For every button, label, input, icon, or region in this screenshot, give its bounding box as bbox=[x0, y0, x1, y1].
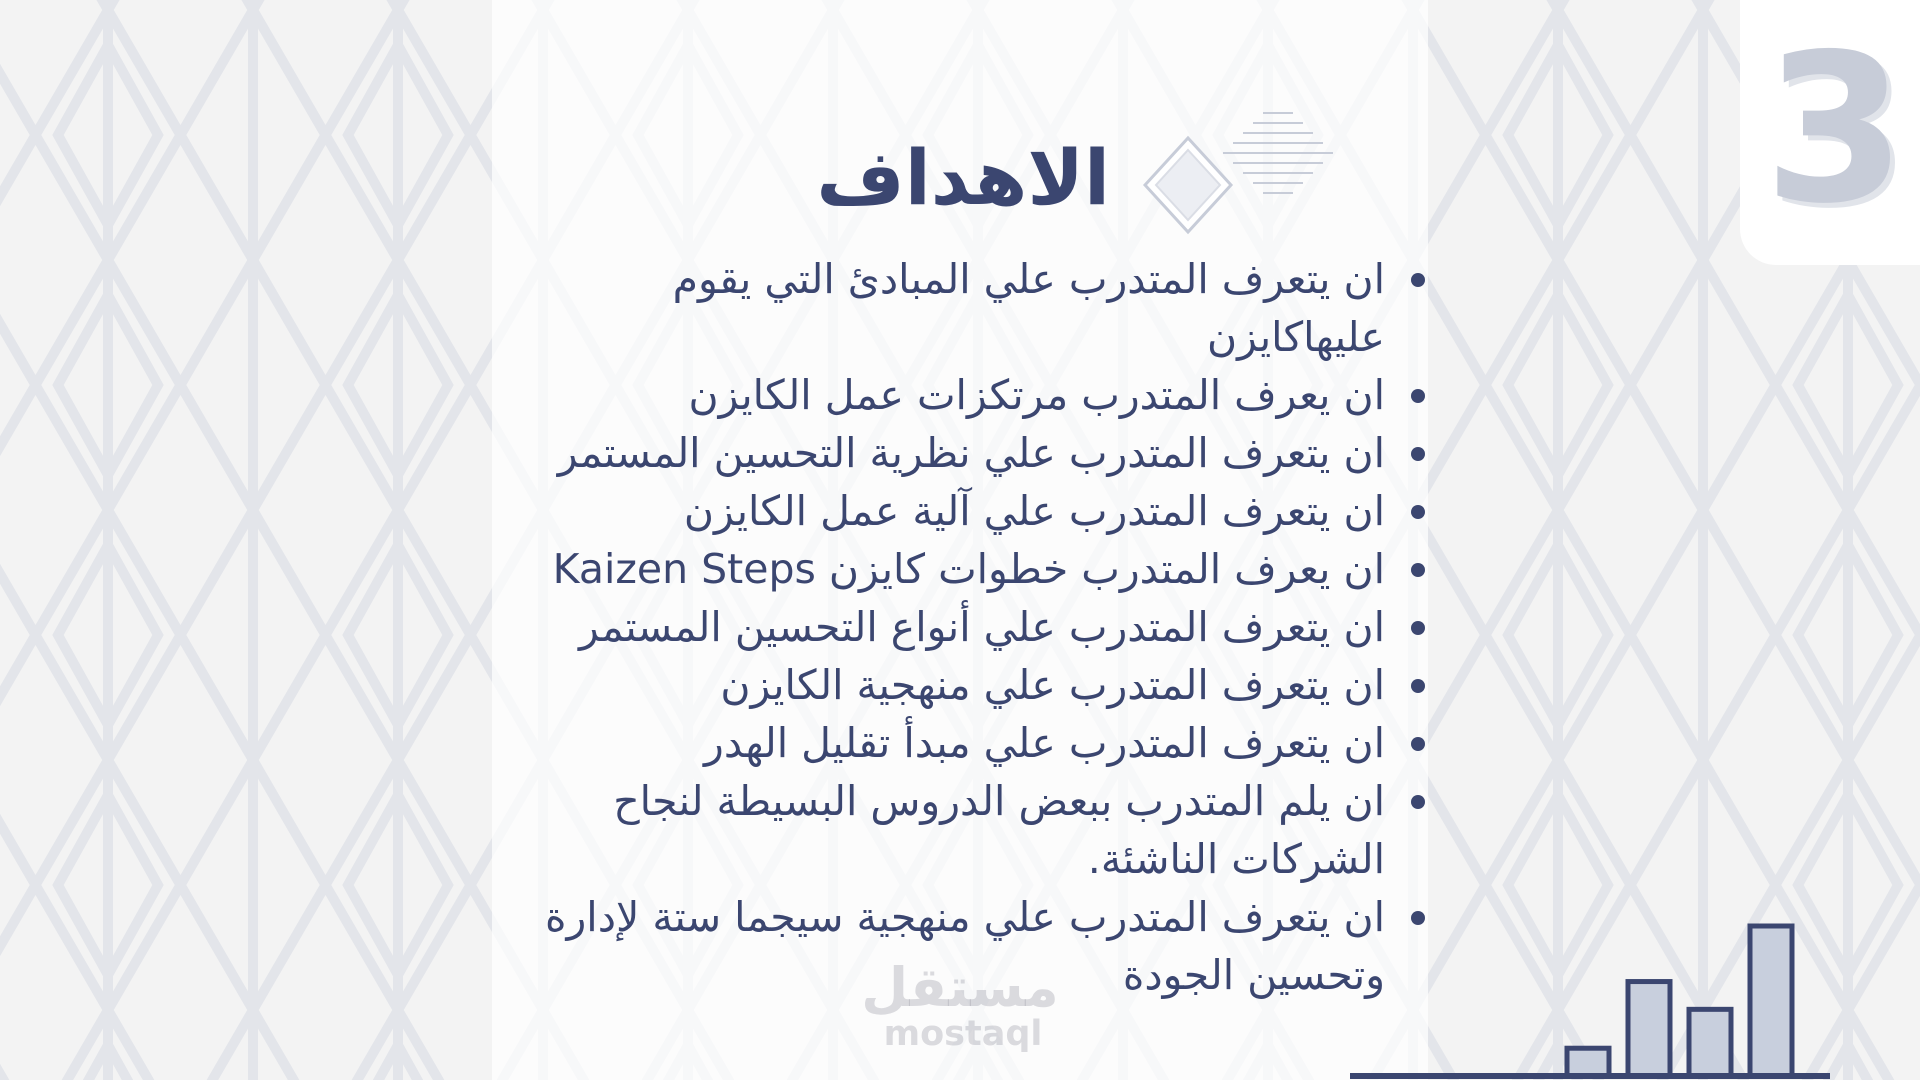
page-title: الاهداف bbox=[816, 133, 1110, 222]
objective-text: ان يتعرف المتدرب علي منهجية سيجما ستة لإدارة وتحسين الجودة bbox=[545, 893, 1385, 999]
bullet-icon bbox=[1411, 679, 1425, 693]
objective-item bbox=[505, 482, 1385, 540]
objective-text: ان يعرف المتدرب مرتكزات عمل الكايزن bbox=[688, 371, 1385, 419]
bullet-icon bbox=[1411, 273, 1425, 287]
objective-item bbox=[505, 656, 1385, 714]
bullet-icon bbox=[1411, 505, 1425, 519]
title-diamond-ornament-icon bbox=[1138, 105, 1353, 240]
objective-item bbox=[505, 250, 1385, 366]
objective-item bbox=[505, 540, 1385, 598]
decorative-bar-chart-icon bbox=[1340, 900, 1840, 1080]
watermark-latin: mostaql bbox=[883, 1014, 1043, 1054]
decor-bar bbox=[1689, 1009, 1731, 1076]
slide-number: 3 bbox=[1763, 11, 1907, 249]
bullet-icon bbox=[1411, 447, 1425, 461]
objective-item bbox=[505, 366, 1385, 424]
objective-item bbox=[505, 888, 1385, 1004]
bullet-icon bbox=[1411, 737, 1425, 751]
objective-text: ان يتعرف المتدرب علي منهجية الكايزن bbox=[720, 661, 1385, 709]
objective-text: ان يعرف المتدرب خطوات كايزن Kaizen Steps bbox=[552, 545, 1385, 593]
bullet-icon bbox=[1411, 563, 1425, 577]
objective-item bbox=[505, 772, 1385, 888]
decor-bar bbox=[1567, 1048, 1609, 1076]
bullet-icon bbox=[1411, 621, 1425, 635]
objective-text: ان يتعرف المتدرب علي مبدأ تقليل الهدر bbox=[704, 719, 1385, 767]
objective-text: ان يتعرف المتدرب علي أنواع التحسين المستمر bbox=[578, 603, 1385, 651]
objectives-list bbox=[505, 250, 1430, 1004]
watermark-arabic: مستقل bbox=[861, 956, 1059, 1019]
objective-item bbox=[505, 598, 1385, 656]
objective-item bbox=[505, 714, 1385, 772]
bullet-icon bbox=[1411, 389, 1425, 403]
objective-text: ان يتعرف المتدرب علي آلية عمل الكايزن bbox=[683, 487, 1385, 535]
decor-bar bbox=[1750, 926, 1792, 1076]
bullet-icon bbox=[1411, 795, 1425, 809]
objective-text: ان يلم المتدرب ببعض الدروس البسيطة لنجاح الشركات الناشئة. bbox=[613, 777, 1385, 883]
objective-text: ان يتعرف المتدرب علي المبادئ التي يقوم عليهاكايزن bbox=[672, 255, 1385, 361]
objective-text: ان يتعرف المتدرب علي نظرية التحسين المستمر bbox=[557, 429, 1385, 477]
decor-bar bbox=[1628, 982, 1670, 1076]
objective-item bbox=[505, 424, 1385, 482]
